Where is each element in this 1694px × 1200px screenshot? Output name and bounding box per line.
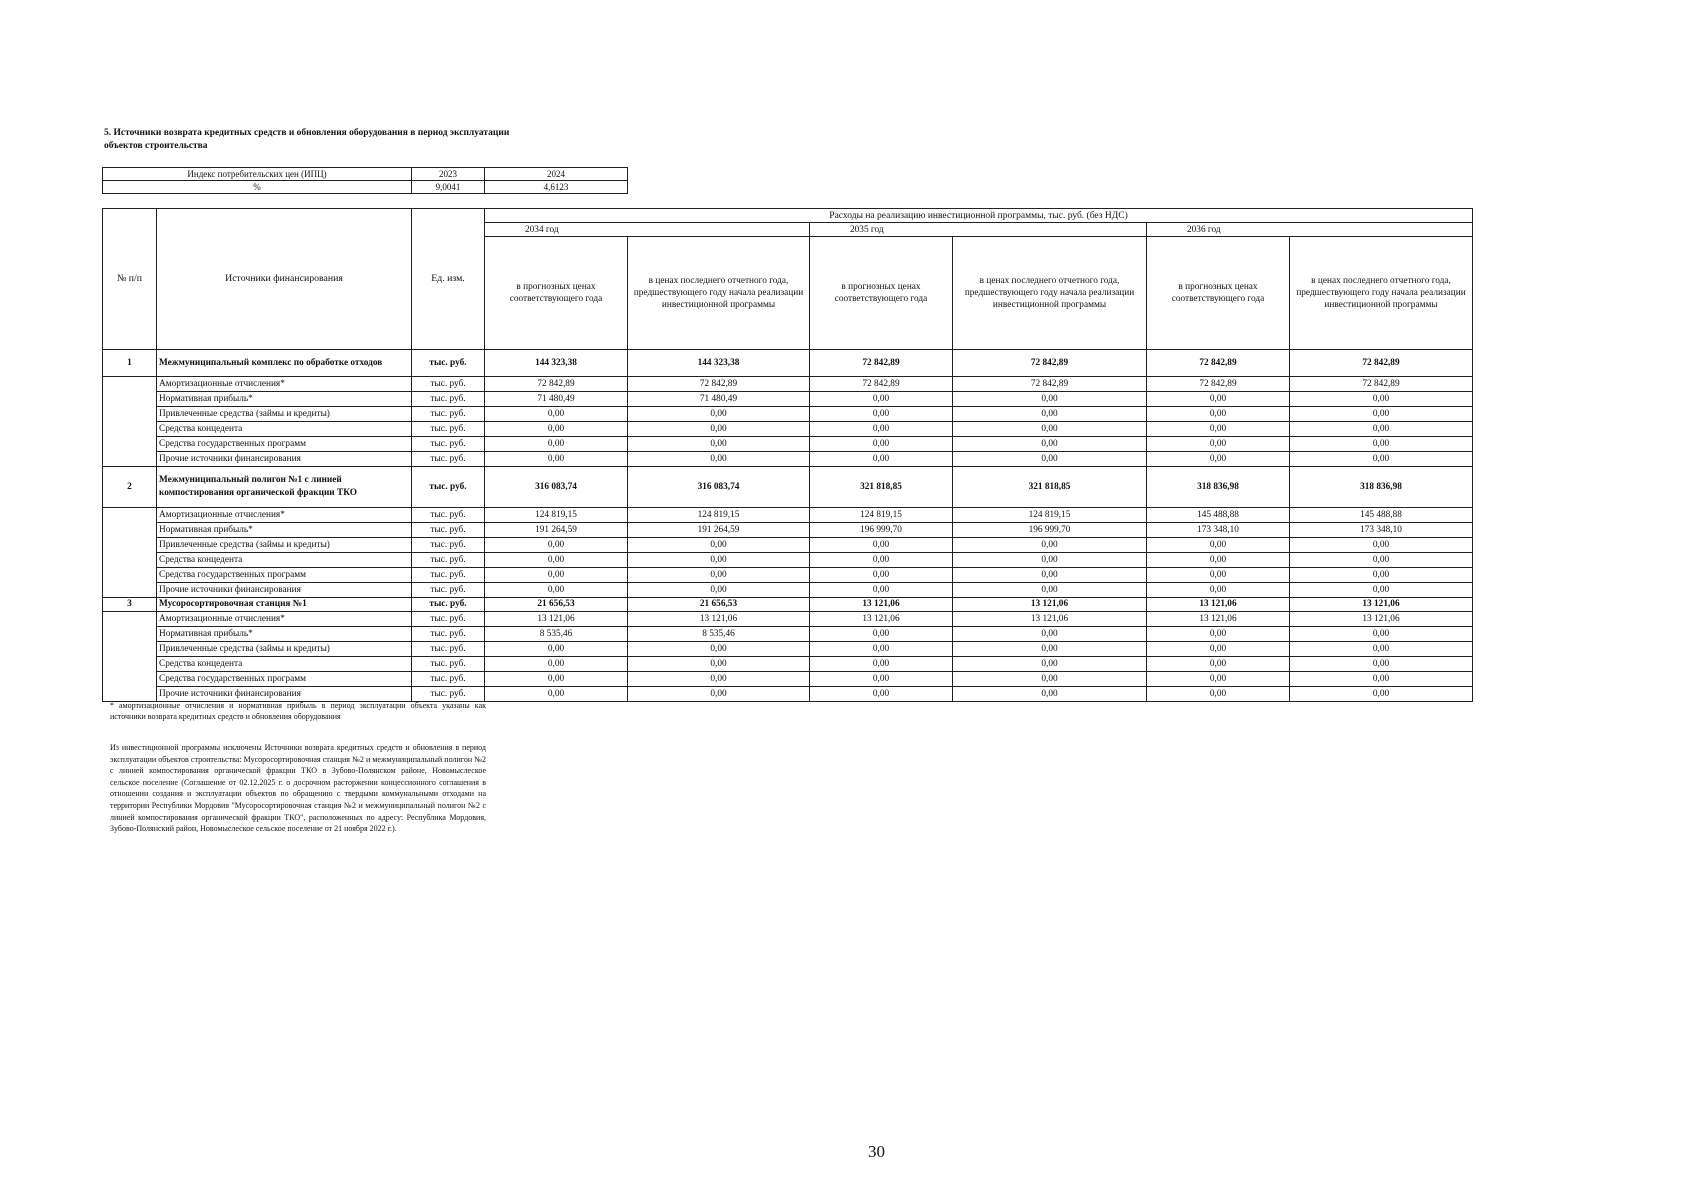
value-cell: 0,00 (1290, 642, 1473, 657)
value-cell: 124 819,15 (628, 508, 810, 523)
value-cell: 71 480,49 (485, 392, 628, 407)
source-unit: тыс. руб. (412, 452, 485, 467)
table-row (103, 627, 1473, 642)
table-row (103, 568, 1473, 583)
value-cell: 0,00 (953, 568, 1147, 583)
value-cell: 145 488,88 (1290, 508, 1473, 523)
value-cell: 0,00 (810, 583, 953, 598)
value-cell: 0,00 (810, 627, 953, 642)
group-title: Мусоросортировочная станция №1 (157, 598, 412, 612)
value-cell: 0,00 (810, 657, 953, 672)
value-cell: 173 348,10 (1147, 523, 1290, 538)
col-header-year-2034: 2034 год (485, 223, 810, 237)
source-unit: тыс. руб. (412, 508, 485, 523)
group-value-cell: 72 842,89 (1290, 350, 1473, 377)
group-value-cell: 21 656,53 (628, 598, 810, 612)
value-cell: 0,00 (628, 672, 810, 687)
value-cell: 124 819,15 (953, 508, 1147, 523)
value-cell: 0,00 (485, 407, 628, 422)
value-cell: 196 999,70 (953, 523, 1147, 538)
source-unit: тыс. руб. (412, 377, 485, 392)
value-cell: 0,00 (810, 687, 953, 702)
value-cell: 0,00 (485, 538, 628, 553)
source-unit: тыс. руб. (412, 672, 485, 687)
source-unit: тыс. руб. (412, 523, 485, 538)
table-row (103, 392, 1473, 407)
value-cell: 72 842,89 (953, 377, 1147, 392)
value-cell: 0,00 (953, 437, 1147, 452)
value-cell: 0,00 (485, 452, 628, 467)
value-cell: 0,00 (953, 422, 1147, 437)
source-name: Нормативная прибыль* (157, 523, 412, 538)
value-cell: 0,00 (810, 437, 953, 452)
group-value-cell: 144 323,38 (485, 350, 628, 377)
section-heading: 5. Источники возврата кредитных средств и обновления оборудования в период эксплуатации объектов строительства (104, 128, 510, 151)
table-row (103, 437, 1473, 452)
value-cell: 8 535,46 (628, 627, 810, 642)
source-name: Нормативная прибыль* (157, 392, 412, 407)
source-unit: тыс. руб. (412, 437, 485, 452)
table-row (103, 672, 1473, 687)
value-cell: 0,00 (1147, 407, 1290, 422)
value-cell: 0,00 (953, 583, 1147, 598)
value-cell: 0,00 (485, 422, 628, 437)
value-cell: 0,00 (810, 553, 953, 568)
value-cell: 0,00 (810, 672, 953, 687)
value-cell: 0,00 (1147, 437, 1290, 452)
source-unit: тыс. руб. (412, 583, 485, 598)
value-cell: 0,00 (953, 553, 1147, 568)
value-cell: 13 121,06 (628, 612, 810, 627)
value-cell: 0,00 (485, 657, 628, 672)
table-row (103, 422, 1473, 437)
source-unit: тыс. руб. (412, 642, 485, 657)
value-cell: 0,00 (485, 687, 628, 702)
source-unit: тыс. руб. (412, 627, 485, 642)
value-cell: 145 488,88 (1147, 508, 1290, 523)
value-cell: 0,00 (1147, 452, 1290, 467)
table-row (103, 657, 1473, 672)
source-name: Амортизационные отчисления* (157, 377, 412, 392)
group-value-cell: 13 121,06 (1290, 598, 1473, 612)
value-cell: 0,00 (810, 568, 953, 583)
value-cell: 0,00 (1147, 583, 1290, 598)
source-name: Привлеченные средства (займы и кредиты) (157, 538, 412, 553)
group-unit: тыс. руб. (412, 350, 485, 377)
col-header-forecast-prices: в прогнозных ценах соответствующего года (1147, 237, 1290, 350)
value-cell: 0,00 (953, 392, 1147, 407)
col-header-last-year-prices: в ценах последнего отчетного года, предшествующего году начала реализации инвестиционной программы (1290, 237, 1473, 350)
value-cell: 191 264,59 (628, 523, 810, 538)
value-cell: 0,00 (628, 538, 810, 553)
group-index: 3 (103, 598, 157, 612)
group-value-cell: 13 121,06 (953, 598, 1147, 612)
value-cell: 0,00 (628, 687, 810, 702)
value-cell: 173 348,10 (1290, 523, 1473, 538)
col-header-last-year-prices: в ценах последнего отчетного года, предшествующего году начала реализации инвестиционной программы (628, 237, 810, 350)
value-cell: 0,00 (485, 583, 628, 598)
source-unit: тыс. руб. (412, 657, 485, 672)
source-unit: тыс. руб. (412, 687, 485, 702)
value-cell: 0,00 (485, 642, 628, 657)
group-index: 2 (103, 467, 157, 508)
value-cell: 0,00 (1147, 553, 1290, 568)
group-value-cell: 321 818,85 (810, 467, 953, 508)
table-row (103, 553, 1473, 568)
value-cell: 0,00 (1147, 538, 1290, 553)
group-value-cell: 318 836,98 (1147, 467, 1290, 508)
cpi-year-2023: 2023 (412, 168, 485, 181)
source-name: Прочие источники финансирования (157, 452, 412, 467)
group-title: Межмуниципальный комплекс по обработке отходов (157, 350, 412, 377)
group-unit: тыс. руб. (412, 467, 485, 508)
funding-sources-table (102, 208, 1473, 702)
value-cell: 0,00 (953, 407, 1147, 422)
source-name: Нормативная прибыль* (157, 627, 412, 642)
source-unit: тыс. руб. (412, 422, 485, 437)
value-cell: 0,00 (1147, 672, 1290, 687)
value-cell: 196 999,70 (810, 523, 953, 538)
source-unit: тыс. руб. (412, 612, 485, 627)
value-cell: 0,00 (485, 568, 628, 583)
value-cell: 0,00 (1147, 568, 1290, 583)
group-value-cell: 316 083,74 (628, 467, 810, 508)
value-cell: 0,00 (485, 672, 628, 687)
value-cell: 13 121,06 (1147, 612, 1290, 627)
value-cell: 0,00 (953, 642, 1147, 657)
source-name: Привлеченные средства (займы и кредиты) (157, 407, 412, 422)
value-cell: 72 842,89 (628, 377, 810, 392)
value-cell: 0,00 (1290, 687, 1473, 702)
value-cell: 0,00 (628, 657, 810, 672)
source-name: Средства государственных программ (157, 672, 412, 687)
page-number: 30 (868, 1142, 885, 1161)
value-cell: 0,00 (1147, 687, 1290, 702)
source-unit: тыс. руб. (412, 407, 485, 422)
value-cell: 0,00 (810, 422, 953, 437)
source-name: Средства государственных программ (157, 568, 412, 583)
value-cell: 0,00 (953, 452, 1147, 467)
source-name: Привлеченные средства (займы и кредиты) (157, 642, 412, 657)
cpi-year-2024: 2024 (485, 168, 628, 181)
value-cell: 0,00 (628, 568, 810, 583)
source-unit: тыс. руб. (412, 538, 485, 553)
value-cell: 0,00 (628, 407, 810, 422)
col-header-year-2036: 2036 год (1147, 223, 1473, 237)
source-unit: тыс. руб. (412, 568, 485, 583)
value-cell: 0,00 (1290, 553, 1473, 568)
group-index: 1 (103, 350, 157, 377)
col-header-year-2035: 2035 год (810, 223, 1147, 237)
value-cell: 0,00 (485, 437, 628, 452)
value-cell: 0,00 (1147, 657, 1290, 672)
value-cell: 71 480,49 (628, 392, 810, 407)
value-cell: 0,00 (1290, 407, 1473, 422)
value-cell: 0,00 (628, 422, 810, 437)
value-cell: 0,00 (810, 452, 953, 467)
note-excluded-objects: Из инвестиционной программы исключены Источники возврата кредитных средств и обновления в период эксплуатации объектов строительства: Мусоросортировочная станция №2 и межмуниципальный полигон №2 с линией компостирования органической фракции ТКО в Зубово-Полянском районе, Новомыслеское сельское поселение (Соглашение от 02.12.2025 г. о досрочном расторжении концессионного соглашения в отношении создания и эксплуатации объектов по обращению с твердыми коммунальными отходами на территории Республики Мордовия "Мусоросортировочная станция №2 и межмуниципальный полигон №2 с линией компостирования органической фракции ТКО", расположенных по адресу: Республика Мордовия, Зубово-Полянский район, Новомыслеское сельское поселение от 21 ноября 2022 г.). (110, 743, 486, 834)
value-cell: 0,00 (810, 392, 953, 407)
value-cell: 0,00 (953, 687, 1147, 702)
group-index-spacer (103, 612, 157, 702)
value-cell: 13 121,06 (1290, 612, 1473, 627)
source-name: Амортизационные отчисления* (157, 612, 412, 627)
group-value-cell: 13 121,06 (810, 598, 953, 612)
group-value-cell: 13 121,06 (1147, 598, 1290, 612)
value-cell: 72 842,89 (1290, 377, 1473, 392)
group-value-cell: 72 842,89 (810, 350, 953, 377)
source-name: Средства концедента (157, 553, 412, 568)
cpi-value-2023: 9,0041 (412, 181, 485, 194)
value-cell: 72 842,89 (810, 377, 953, 392)
source-unit: тыс. руб. (412, 392, 485, 407)
value-cell: 191 264,59 (485, 523, 628, 538)
group-value-cell: 72 842,89 (953, 350, 1147, 377)
cpi-value-2024: 4,6123 (485, 181, 628, 194)
value-cell: 0,00 (953, 538, 1147, 553)
cpi-unit: % (103, 181, 412, 194)
col-header-expenses: Расходы на реализацию инвестиционной программы, тыс. руб. (без НДС) (485, 209, 1473, 223)
table-row (103, 407, 1473, 422)
value-cell: 13 121,06 (810, 612, 953, 627)
source-name: Средства концедента (157, 657, 412, 672)
source-name: Прочие источники финансирования (157, 687, 412, 702)
group-value-cell: 21 656,53 (485, 598, 628, 612)
col-header-forecast-prices: в прогнозных ценах соответствующего года (485, 237, 628, 350)
value-cell: 0,00 (953, 627, 1147, 642)
group-value-cell: 321 818,85 (953, 467, 1147, 508)
value-cell: 0,00 (1147, 392, 1290, 407)
value-cell: 0,00 (1290, 392, 1473, 407)
col-header-unit: Ед. изм. (412, 209, 485, 350)
source-name: Средства концедента (157, 422, 412, 437)
col-header-last-year-prices: в ценах последнего отчетного года, предшествующего году начала реализации инвестиционной программы (953, 237, 1147, 350)
value-cell: 0,00 (628, 553, 810, 568)
value-cell: 72 842,89 (485, 377, 628, 392)
table-row (103, 538, 1473, 553)
table-group-row (103, 350, 1473, 377)
value-cell: 0,00 (953, 657, 1147, 672)
cpi-label: Индекс потребительских цен (ИПЦ) (103, 168, 412, 181)
table-row (103, 642, 1473, 657)
value-cell: 0,00 (1290, 452, 1473, 467)
group-value-cell: 316 083,74 (485, 467, 628, 508)
value-cell: 13 121,06 (485, 612, 628, 627)
value-cell: 0,00 (1290, 583, 1473, 598)
value-cell: 0,00 (485, 553, 628, 568)
value-cell: 0,00 (1290, 422, 1473, 437)
value-cell: 0,00 (1290, 538, 1473, 553)
table-group-row (103, 467, 1473, 508)
footnote-amortization: * амортизационные отчисления и нормативная прибыль в период эксплуатации объекта указаны как источники возврата кредитных средств и обновления оборудования (110, 701, 486, 721)
value-cell: 0,00 (1147, 627, 1290, 642)
value-cell: 0,00 (628, 583, 810, 598)
value-cell: 72 842,89 (1147, 377, 1290, 392)
table-row (103, 583, 1473, 598)
value-cell: 0,00 (628, 642, 810, 657)
col-header-forecast-prices: в прогнозных ценах соответствующего года (810, 237, 953, 350)
table-row (103, 377, 1473, 392)
table-group-row (103, 598, 1473, 612)
source-name: Средства государственных программ (157, 437, 412, 452)
value-cell: 0,00 (628, 437, 810, 452)
group-value-cell: 318 836,98 (1290, 467, 1473, 508)
value-cell: 124 819,15 (810, 508, 953, 523)
value-cell: 0,00 (810, 538, 953, 553)
table-row (103, 523, 1473, 538)
value-cell: 8 535,46 (485, 627, 628, 642)
group-value-cell: 144 323,38 (628, 350, 810, 377)
value-cell: 0,00 (1147, 422, 1290, 437)
group-unit: тыс. руб. (412, 598, 485, 612)
table-row (103, 612, 1473, 627)
group-title: Межмуниципальный полигон №1 с линией компостирования органической фракции ТКО (157, 467, 412, 508)
source-name: Прочие источники финансирования (157, 583, 412, 598)
table-row (103, 508, 1473, 523)
col-header-source: Источники финансирования (157, 209, 412, 350)
value-cell: 0,00 (1290, 657, 1473, 672)
group-index-spacer (103, 377, 157, 467)
table-row (103, 452, 1473, 467)
value-cell: 0,00 (810, 642, 953, 657)
cpi-table (102, 167, 628, 194)
source-unit: тыс. руб. (412, 553, 485, 568)
value-cell: 0,00 (628, 452, 810, 467)
source-name: Амортизационные отчисления* (157, 508, 412, 523)
value-cell: 13 121,06 (953, 612, 1147, 627)
group-index-spacer (103, 508, 157, 598)
group-value-cell: 72 842,89 (1147, 350, 1290, 377)
value-cell: 0,00 (1290, 437, 1473, 452)
value-cell: 124 819,15 (485, 508, 628, 523)
value-cell: 0,00 (1290, 568, 1473, 583)
value-cell: 0,00 (1290, 627, 1473, 642)
value-cell: 0,00 (1147, 642, 1290, 657)
value-cell: 0,00 (953, 672, 1147, 687)
value-cell: 0,00 (1290, 672, 1473, 687)
col-header-no: № п/п (103, 209, 157, 350)
value-cell: 0,00 (810, 407, 953, 422)
